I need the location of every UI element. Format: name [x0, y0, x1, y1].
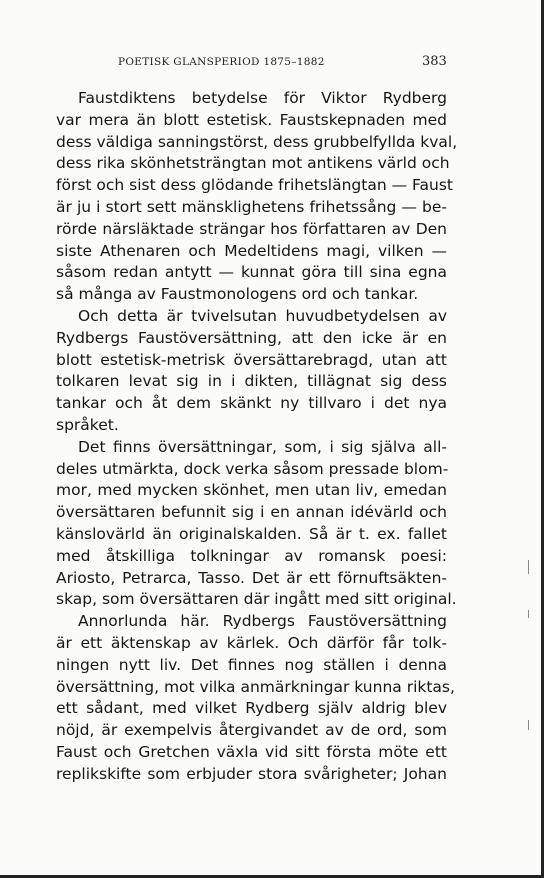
text-line: var mera än blott estetisk. Faustskepnaden med	[56, 110, 447, 129]
text-line: nöjd, är exempelvis återgivandet av de ord, som	[56, 721, 447, 740]
scan-mark	[528, 720, 529, 730]
text-line: mor, med mycken skönhet, men utan liv, emedan	[56, 481, 447, 500]
text-line: med åtskilliga tolkningar av romansk poesi:	[56, 546, 447, 565]
running-head: POETISK GLANSPERIOD 1875–1882	[118, 56, 325, 68]
text-line: Faust och Gretchen växla vid sitt första möte ett	[56, 742, 447, 761]
text-line: Faustdiktens betydelse för Viktor Rydberg	[78, 89, 447, 107]
scan-mark	[528, 560, 529, 574]
text-line: rörde närsläktade strängar hos författaren av Den	[56, 219, 447, 238]
page-number: 383	[422, 54, 447, 69]
scan-mark	[528, 610, 529, 618]
text-line: Det finns översättningar, som, i sig själva all-	[78, 437, 447, 456]
text-line: först och sist dess glödande frihetslängtan — Faust	[56, 176, 453, 195]
text-line: dess väldiga sanningstörst, dess grubbelfyllda kval,	[56, 132, 458, 151]
text-line: är ett äktenskap av kärlek. Och därför får tolk-	[56, 633, 447, 652]
text-line: ett sådant, med vilket Rydberg själv aldrig blev	[56, 699, 447, 718]
text-line: så många av Faustmonologens ord och tankar.	[56, 285, 419, 304]
text-line: är ju i stort sett mänsklighetens frihetssång — be-	[56, 197, 447, 216]
text-line: tolkaren levat sig in i dikten, tillägnat sig dess	[56, 372, 447, 391]
text-line: skap, som översättaren där ingått med sitt original.	[56, 590, 457, 609]
text-line: ningen nytt liv. Det finnes nog ställen i denna	[56, 655, 447, 674]
text-line: tankar och åt dem skänkt ny tillvaro i det nya	[56, 394, 447, 413]
text-line: Och detta är tvivelsutan huvudbetydelsen av	[78, 306, 447, 325]
text-line: språket.	[56, 415, 119, 434]
text-line: blott estetisk-metrisk översättarebragd, utan att	[56, 350, 447, 369]
text-line: replikskifte som erbjuder stora svårigheter; Johan	[56, 764, 447, 783]
text-line: siste Athenaren och Medeltidens magi, vilken —	[56, 241, 447, 260]
text-line: Rydbergs Faustöversättning, att den icke är en	[56, 328, 447, 347]
text-line: översättaren befunnit sig i en annan idévärld och	[56, 503, 447, 522]
text-line: känslovärld än originalskalden. Så är t. ex. fallet	[56, 524, 447, 543]
text-line: Annorlunda här. Rydbergs Faustöversättning	[78, 612, 447, 631]
text-line: översättning, mot vilka anmärkningar kunna riktas,	[56, 677, 455, 696]
body-text	[56, 88, 458, 786]
text-line: Ariosto, Petrarca, Tasso. Det är ett förnuftsäkten-	[56, 568, 447, 587]
text-line: dess rika skönhetsträngtan mot antikens värld och	[56, 154, 450, 173]
text-line: såsom redan antytt — kunnat göra till sina egna	[56, 263, 447, 282]
text-line: deles utmärkta, dock verka såsom pressade blom-	[56, 459, 449, 478]
